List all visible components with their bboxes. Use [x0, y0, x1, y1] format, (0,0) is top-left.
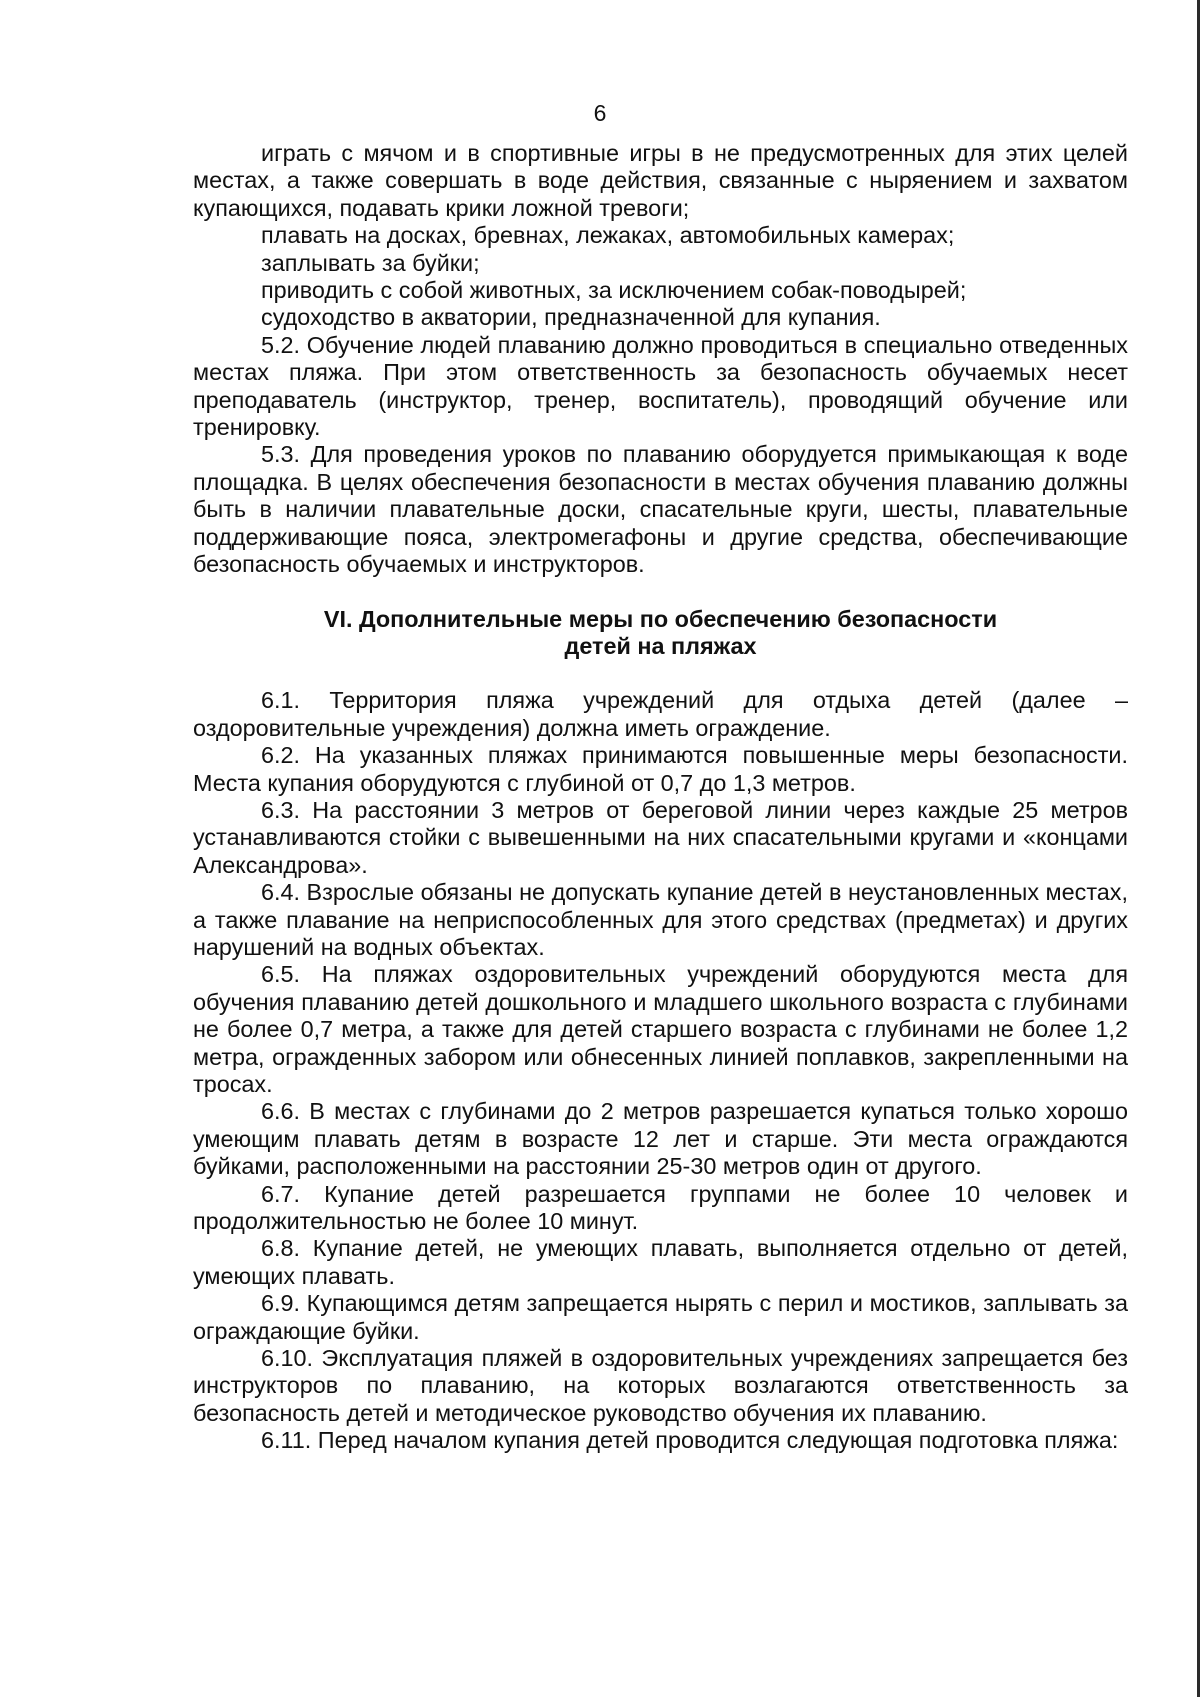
paragraph: 6.4. Взрослые обязаны не допускать купание детей в неустановленных местах, а также плавание на неприспособленных для этого средствах (предметах) и других нарушений на водных объектах. — [193, 879, 1128, 960]
section-heading-line: VI. Дополнительные меры по обеспечению безопасности — [323, 605, 998, 632]
paragraph: 6.5. На пляжах оздоровительных учреждений оборудуются места для обучения плаванию детей дошкольного и младшего школьного возраста с глубинами не более 0,7 метра, а также для детей старшего возраста с глубинами не более 1,2 метра, огражденных забором или обнесенных линией поплавков, закрепленными на тросах. — [193, 961, 1128, 1097]
paragraph: 6.3. На расстоянии 3 метров от береговой линии через каждые 25 метров устанавливаются стойки с вывешенными на них спасательными кругами и «концами Александрова». — [193, 796, 1128, 878]
paragraph: 6.2. На указанных пляжах принимаются повышенные меры безопасности. Места купания оборудуются с глубиной от 0,7 до 1,3 метров. — [193, 742, 1128, 796]
paragraph: 6.1. Территория пляжа учреждений для отдыха детей (далее – оздоровительные учреждения) должна иметь ограждение. — [193, 687, 1128, 741]
paragraph: играть с мячом и в спортивные игры в не предусмотренных для этих целей местах, а также совершать в воде действия, связанные с ныряением и захватом купающихся, подавать крики ложной тревоги; — [193, 140, 1128, 221]
page-number: 6 — [593, 100, 607, 126]
section-heading — [193, 606, 1128, 661]
paragraph: 6.8. Купание детей, не умеющих плавать, выполняется отдельно от детей, умеющих плавать. — [193, 1235, 1128, 1289]
paragraph: 6.9. Купающимся детям запрещается нырять с перил и мостиков, заплывать за ограждающие буйки. — [193, 1290, 1128, 1344]
paragraph: 6.6. В местах с глубинами до 2 метров разрешается купаться только хорошо умеющим плавать детям в возрасте 12 лет и старше. Эти места ограждаются буйками, расположенными на расстоянии 25-30 метров один от другого. — [193, 1098, 1128, 1180]
paragraph: 5.2. Обучение людей плаванию должно проводиться в специально отведенных местах пляжа. При этом ответственность за безопасность обучаемых несет преподаватель (инструктор, тренер, воспитатель), проводящий обучение или тренировку. — [193, 331, 1128, 441]
paragraph: заплывать за буйки; — [261, 249, 480, 276]
document-body — [193, 140, 1128, 1455]
paragraph: плавать на досках, бревнах, лежаках, автомобильных камерах; — [261, 222, 955, 249]
paragraph: 6.10. Эксплуатация пляжей в оздоровительных учреждениях запрещается без инструкторов по плаванию, на которых возлагаются ответственность за безопасность детей и методическое руководство обучения их плаванию. — [193, 1345, 1128, 1426]
section-heading-line: детей на пляжах — [564, 632, 757, 659]
paragraph: 5.3. Для проведения уроков по плаванию оборудуется примыкающая к воде площадка. В целях обеспечения безопасности в местах обучения плаванию должны быть в наличии плавательные доски, спасательные круги, шесты, плавательные поддерживающие пояса, электромегафоны и другие средства, обеспечивающие безопасность обучаемых и инструкторов. — [193, 441, 1128, 578]
paragraph: приводить с собой животных, за исключением собак-поводырей; — [261, 277, 967, 304]
paragraph: судоходство в акватории, предназначенной для купания. — [261, 304, 881, 331]
paragraph: 6.11. Перед началом купания детей проводится следующая подготовка пляжа: — [261, 1427, 1119, 1454]
paragraph: 6.7. Купание детей разрешается группами не более 10 человек и продолжительностью не более 10 минут. — [193, 1180, 1128, 1235]
